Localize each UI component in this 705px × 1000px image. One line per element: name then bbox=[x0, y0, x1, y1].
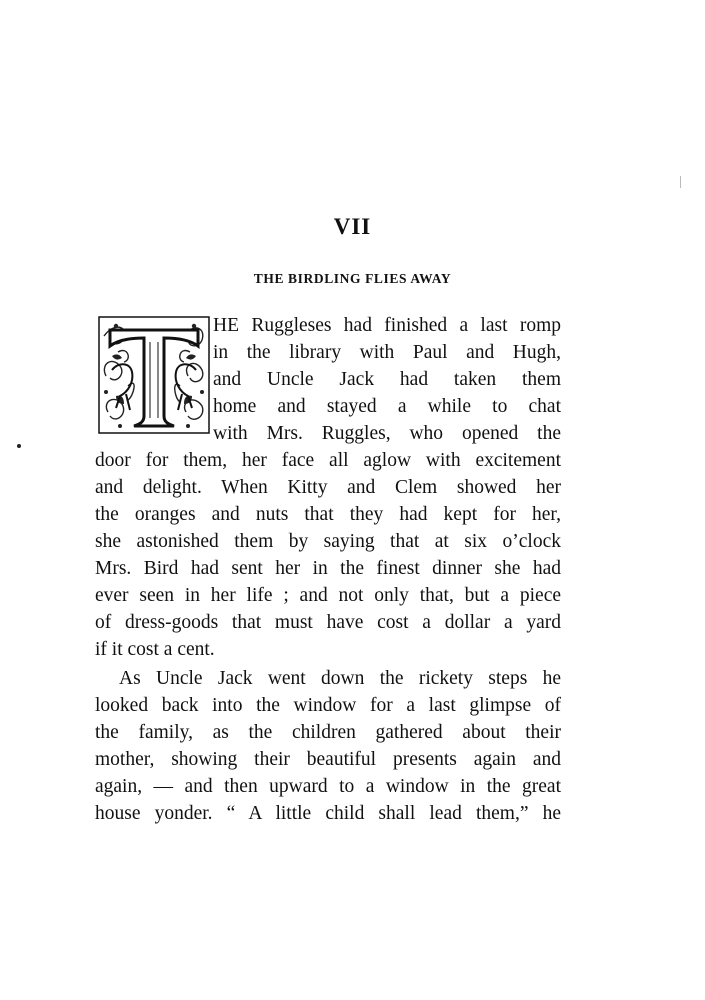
text-line: with Mrs. Ruggles, who opened the bbox=[213, 423, 561, 444]
text-line: Mrs. Bird had sent her in the finest dinner she had bbox=[95, 558, 561, 579]
text-line: door for them, her face all aglow with excitement bbox=[95, 450, 561, 471]
text-line: As Uncle Jack went down the rickety steps he bbox=[119, 668, 561, 689]
text-line: and Uncle Jack had taken them bbox=[213, 369, 561, 390]
text-line: the oranges and nuts that they had kept for her, bbox=[95, 504, 561, 525]
text-line: if it cost a cent. bbox=[95, 639, 215, 660]
chapter-number: VII bbox=[333, 214, 372, 239]
chapter-title: THE BIRDLING FLIES AWAY bbox=[253, 271, 452, 286]
text-line: ever seen in her life ; and not only that, but a piece bbox=[95, 585, 561, 606]
text-line: HE Ruggleses had finished a last romp bbox=[213, 315, 561, 336]
text-line: home and stayed a while to chat bbox=[213, 396, 561, 417]
text-line: of dress-goods that must have cost a dollar a yard bbox=[95, 612, 561, 633]
text-line: again, — and then upward to a window in the great bbox=[95, 776, 561, 797]
text-line: looked back into the window for a last glimpse of bbox=[95, 695, 561, 716]
text-line: and delight. When Kitty and Clem showed her bbox=[95, 477, 561, 498]
text-line: in the library with Paul and Hugh, bbox=[213, 342, 561, 363]
text-line: mother, showing their beautiful presents again and bbox=[95, 749, 561, 770]
text-line: she astonished them by saying that at six o’clock bbox=[95, 531, 561, 552]
text-line: the family, as the children gathered about their bbox=[95, 722, 561, 743]
text-line: house yonder. “ A little child shall lead them,” he bbox=[95, 803, 561, 824]
